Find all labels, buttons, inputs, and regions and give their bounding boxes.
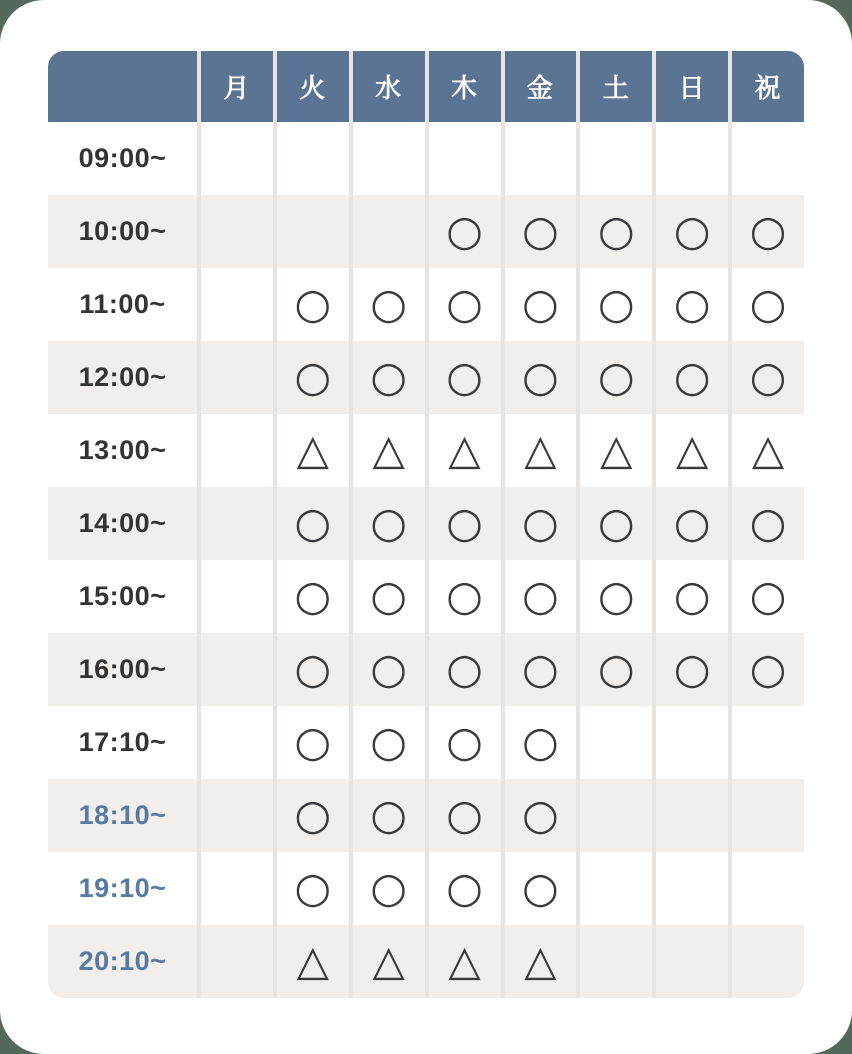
circle-symbol: ○	[446, 570, 483, 620]
availability-cell	[652, 122, 728, 195]
availability-cell	[652, 341, 728, 414]
availability-cell	[652, 925, 728, 998]
circle-symbol: ○	[446, 278, 483, 328]
circle-symbol: ○	[673, 278, 711, 328]
availability-cell	[501, 341, 577, 414]
availability-cell	[728, 925, 804, 998]
time-slot-row-2010	[48, 925, 804, 998]
availability-cell	[349, 195, 425, 268]
triangle-symbol: △	[676, 424, 709, 474]
availability-cell	[501, 195, 577, 268]
time-slot-row-1100	[48, 268, 804, 341]
day-header-wed: 水	[349, 51, 425, 122]
availability-cell	[576, 195, 652, 268]
circle-symbol: ○	[749, 278, 787, 328]
availability-cell	[576, 779, 652, 852]
circle-symbol: ○	[522, 789, 559, 839]
time-label: 15:00~	[48, 560, 197, 633]
circle-symbol: ○	[749, 570, 787, 620]
availability-cell	[728, 195, 804, 268]
time-label: 18:10~	[48, 779, 197, 852]
availability-cell	[349, 560, 425, 633]
availability-cell	[501, 268, 577, 341]
availability-cell	[652, 268, 728, 341]
circle-symbol: ○	[597, 205, 635, 255]
availability-cell	[425, 852, 501, 925]
circle-symbol: ○	[446, 351, 483, 401]
availability-cell	[501, 633, 577, 706]
availability-cell	[728, 122, 804, 195]
availability-cell	[425, 268, 501, 341]
circle-symbol: ○	[370, 570, 408, 620]
time-slot-row-1400	[48, 487, 804, 560]
circle-symbol: ○	[370, 716, 408, 766]
day-header-sun: 日	[652, 51, 728, 122]
circle-symbol: ○	[749, 497, 787, 547]
circle-symbol: ○	[749, 351, 787, 401]
time-slot-row-1300	[48, 414, 804, 487]
time-label: 13:00~	[48, 414, 197, 487]
availability-cell	[728, 633, 804, 706]
availability-cell	[576, 487, 652, 560]
circle-symbol: ○	[522, 205, 559, 255]
availability-cell	[425, 560, 501, 633]
circle-symbol: ○	[294, 570, 332, 620]
triangle-symbol: △	[296, 935, 329, 985]
circle-symbol: ○	[370, 278, 408, 328]
circle-symbol: ○	[294, 862, 332, 912]
availability-cell	[576, 560, 652, 633]
availability-cell	[652, 195, 728, 268]
availability-cell	[652, 560, 728, 633]
availability-cell	[425, 633, 501, 706]
triangle-symbol: △	[524, 935, 557, 985]
corner-cell	[48, 51, 197, 122]
time-label: 11:00~	[48, 268, 197, 341]
circle-symbol: ○	[294, 278, 332, 328]
circle-symbol: ○	[673, 205, 711, 255]
availability-cell	[197, 706, 273, 779]
availability-cell	[273, 487, 349, 560]
availability-cell	[273, 560, 349, 633]
availability-cell	[197, 268, 273, 341]
time-slot-row-1200	[48, 341, 804, 414]
availability-cell	[273, 195, 349, 268]
circle-symbol: ○	[370, 643, 408, 693]
availability-cell	[652, 487, 728, 560]
availability-cell	[349, 487, 425, 560]
circle-symbol: ○	[522, 278, 559, 328]
availability-cell	[273, 779, 349, 852]
circle-symbol: ○	[294, 351, 332, 401]
circle-symbol: ○	[446, 716, 483, 766]
triangle-symbol: △	[372, 424, 405, 474]
time-label: 20:10~	[48, 925, 197, 998]
availability-cell	[197, 633, 273, 706]
availability-cell	[197, 560, 273, 633]
circle-symbol: ○	[370, 351, 408, 401]
availability-cell	[425, 341, 501, 414]
availability-cell	[501, 852, 577, 925]
circle-symbol: ○	[446, 862, 483, 912]
availability-cell	[576, 633, 652, 706]
availability-cell	[576, 268, 652, 341]
triangle-symbol: △	[600, 424, 633, 474]
triangle-symbol: △	[448, 935, 481, 985]
availability-cell	[652, 706, 728, 779]
day-header-thu: 木	[425, 51, 501, 122]
circle-symbol: ○	[597, 497, 635, 547]
circle-symbol: ○	[294, 497, 332, 547]
time-slot-row-1000	[48, 195, 804, 268]
availability-cell	[501, 925, 577, 998]
circle-symbol: ○	[370, 862, 408, 912]
availability-cell	[349, 341, 425, 414]
availability-cell	[501, 414, 577, 487]
availability-cell	[349, 706, 425, 779]
time-label: 09:00~	[48, 122, 197, 195]
availability-cell	[197, 122, 273, 195]
triangle-symbol: △	[448, 424, 481, 474]
circle-symbol: ○	[522, 351, 559, 401]
availability-cell	[652, 779, 728, 852]
availability-cell	[349, 852, 425, 925]
availability-cell	[501, 560, 577, 633]
time-slot-row-1910	[48, 852, 804, 925]
availability-cell	[273, 633, 349, 706]
availability-cell	[273, 852, 349, 925]
availability-cell	[197, 195, 273, 268]
circle-symbol: ○	[673, 570, 711, 620]
business-hours-table	[48, 51, 804, 998]
availability-cell	[576, 925, 652, 998]
circle-symbol: ○	[673, 643, 711, 693]
availability-cell	[501, 779, 577, 852]
availability-cell	[728, 779, 804, 852]
availability-cell	[728, 487, 804, 560]
circle-symbol: ○	[446, 497, 483, 547]
time-slot-row-1500	[48, 560, 804, 633]
triangle-symbol: △	[296, 424, 329, 474]
availability-cell	[425, 414, 501, 487]
time-label: 16:00~	[48, 633, 197, 706]
availability-cell	[273, 706, 349, 779]
availability-cell	[425, 706, 501, 779]
time-slot-row-1810	[48, 779, 804, 852]
availability-cell	[576, 852, 652, 925]
circle-symbol: ○	[522, 716, 559, 766]
day-header-fri: 金	[501, 51, 577, 122]
circle-symbol: ○	[294, 716, 332, 766]
circle-symbol: ○	[446, 789, 483, 839]
time-label: 19:10~	[48, 852, 197, 925]
availability-cell	[728, 852, 804, 925]
circle-symbol: ○	[673, 497, 711, 547]
circle-symbol: ○	[597, 278, 635, 328]
triangle-symbol: △	[372, 935, 405, 985]
availability-cell	[652, 414, 728, 487]
availability-cell	[576, 706, 652, 779]
availability-cell	[425, 925, 501, 998]
day-header-tue: 火	[273, 51, 349, 122]
circle-symbol: ○	[522, 570, 559, 620]
availability-cell	[728, 341, 804, 414]
availability-cell	[273, 268, 349, 341]
availability-cell	[728, 268, 804, 341]
availability-cell	[349, 633, 425, 706]
time-slot-row-1600	[48, 633, 804, 706]
availability-cell	[349, 122, 425, 195]
circle-symbol: ○	[522, 497, 559, 547]
availability-cell	[576, 122, 652, 195]
circle-symbol: ○	[446, 643, 483, 693]
time-label: 10:00~	[48, 195, 197, 268]
circle-symbol: ○	[370, 497, 408, 547]
triangle-symbol: △	[524, 424, 557, 474]
circle-symbol: ○	[522, 643, 559, 693]
time-label: 14:00~	[48, 487, 197, 560]
day-header-sat: 土	[576, 51, 652, 122]
availability-cell	[425, 487, 501, 560]
circle-symbol: ○	[294, 643, 332, 693]
availability-cell	[425, 779, 501, 852]
circle-symbol: ○	[370, 789, 408, 839]
availability-cell	[501, 706, 577, 779]
availability-cell	[349, 779, 425, 852]
availability-cell	[728, 414, 804, 487]
availability-cell	[652, 633, 728, 706]
availability-cell	[273, 122, 349, 195]
availability-cell	[728, 706, 804, 779]
availability-cell	[197, 487, 273, 560]
triangle-symbol: △	[751, 424, 785, 474]
header-row	[48, 51, 804, 122]
circle-symbol: ○	[749, 205, 787, 255]
circle-symbol: ○	[597, 351, 635, 401]
availability-cell	[425, 122, 501, 195]
day-header-holiday: 祝	[728, 51, 804, 122]
availability-cell	[349, 925, 425, 998]
availability-cell	[273, 925, 349, 998]
availability-cell	[576, 414, 652, 487]
circle-symbol: ○	[597, 570, 635, 620]
day-header-mon: 月	[197, 51, 273, 122]
availability-cell	[349, 268, 425, 341]
availability-cell	[728, 560, 804, 633]
availability-cell	[273, 341, 349, 414]
time-label: 17:10~	[48, 706, 197, 779]
circle-symbol: ○	[446, 205, 483, 255]
availability-cell	[197, 414, 273, 487]
time-slot-row-1710	[48, 706, 804, 779]
availability-cell	[197, 852, 273, 925]
circle-symbol: ○	[749, 643, 787, 693]
circle-symbol: ○	[294, 789, 332, 839]
circle-symbol: ○	[597, 643, 635, 693]
availability-cell	[197, 925, 273, 998]
circle-symbol: ○	[522, 862, 559, 912]
availability-cell	[425, 195, 501, 268]
circle-symbol: ○	[673, 351, 711, 401]
availability-cell	[273, 414, 349, 487]
availability-cell	[197, 779, 273, 852]
availability-cell	[501, 487, 577, 560]
availability-cell	[576, 341, 652, 414]
time-slot-row-0900	[48, 122, 804, 195]
availability-cell	[197, 341, 273, 414]
time-label: 12:00~	[48, 341, 197, 414]
availability-cell	[652, 852, 728, 925]
availability-cell	[501, 122, 577, 195]
availability-cell	[349, 414, 425, 487]
